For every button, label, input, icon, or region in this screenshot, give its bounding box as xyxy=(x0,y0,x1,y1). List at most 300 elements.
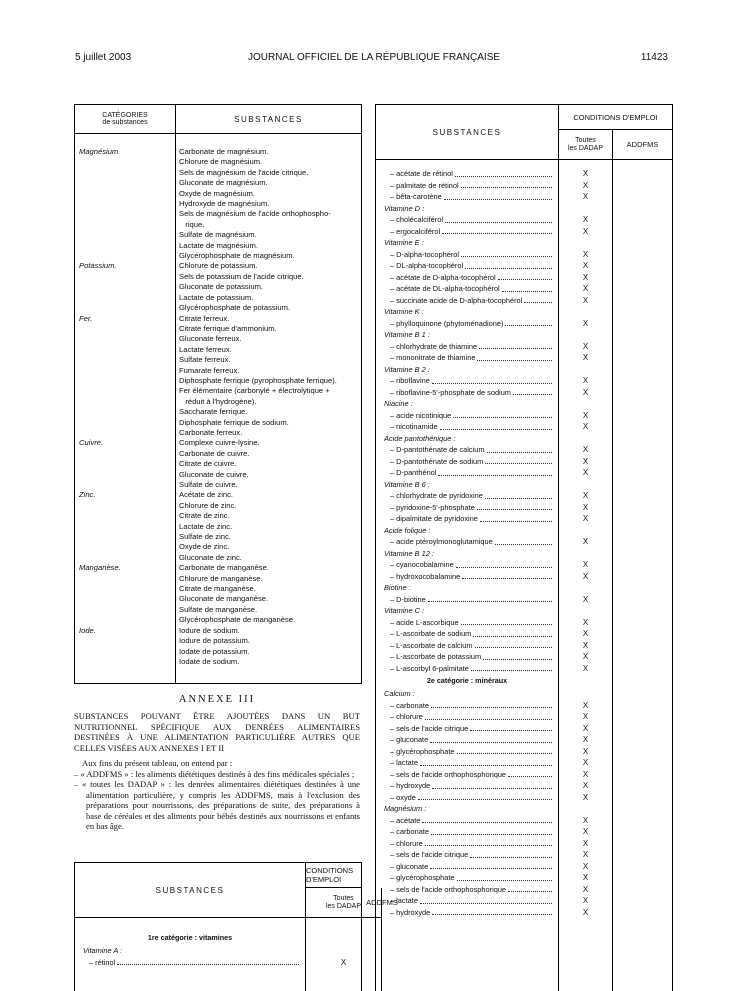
toutes-dadap-mark: X xyxy=(582,353,589,362)
dot-leader xyxy=(508,891,552,892)
substances-column-header: SUBSTANCES xyxy=(234,114,303,124)
categories-header-line2: de substances xyxy=(102,119,148,126)
substance-label: Vitamine D : xyxy=(384,203,425,213)
substance-label: – mononitrate de thiamine xyxy=(390,353,476,362)
toutes-dadap-mark: X xyxy=(582,192,589,201)
substance-label: Vitamine B 2 : xyxy=(384,364,430,374)
substance-row xyxy=(376,180,672,192)
substances-table-continued xyxy=(375,104,673,991)
substance-label: Niacine : xyxy=(384,399,413,408)
dot-leader xyxy=(480,521,552,522)
substance-row xyxy=(376,375,672,387)
substance-item: Citrate de cuivre. xyxy=(179,459,237,469)
toutes-dadap-mark: X xyxy=(582,249,589,259)
dot-leader xyxy=(442,233,552,234)
substance-row xyxy=(376,617,672,629)
dot-leader xyxy=(483,659,552,660)
dot-leader xyxy=(513,394,552,395)
substance-label: – L-ascorbyl 6-palmitate xyxy=(390,663,469,673)
toutes-dadap-mark: X xyxy=(582,769,589,779)
substance-item: Lactate de zinc. xyxy=(179,521,233,531)
categories-header-line1: CATÉGORIES xyxy=(102,112,148,119)
toutes-dadap-mark: X xyxy=(582,617,589,627)
annexe-definitions xyxy=(74,769,360,832)
substance-row xyxy=(376,490,672,502)
category-name: Potassium. xyxy=(79,261,117,271)
substance-row xyxy=(376,260,672,272)
substance-item: Sulfate ferreux. xyxy=(179,355,231,365)
substance-row xyxy=(376,226,672,238)
substance-row xyxy=(376,594,672,606)
substance-label: – acétate de rétinol xyxy=(390,169,453,178)
section-heading-row xyxy=(376,398,672,410)
dot-leader xyxy=(425,845,552,846)
substance-item: Acétate de zinc. xyxy=(179,490,234,500)
section-heading-row xyxy=(376,364,672,376)
substance-label: Biotine : xyxy=(384,583,411,592)
substance-label: – palmitate de rétinol xyxy=(390,180,459,190)
substance-row xyxy=(376,849,672,861)
substance-row xyxy=(376,513,672,525)
category-group xyxy=(75,490,361,563)
toutes-line1: Toutes xyxy=(575,136,596,144)
toutes-dadap-mark: X xyxy=(582,781,589,790)
substance-label: Vitamine B 12 : xyxy=(384,548,434,558)
substance-row xyxy=(376,711,672,723)
dot-leader xyxy=(117,964,299,965)
toutes-dadap-mark: X xyxy=(582,896,589,905)
substance-item: Sulfate de zinc. xyxy=(179,532,231,542)
toutes-dadap-mark: X xyxy=(582,410,589,420)
conditions-header: CONDITIONS D'EMPLOI xyxy=(559,105,672,130)
toutes-dadap-mark: X xyxy=(582,537,589,546)
substance-label: – sels de l'acide citrique xyxy=(390,850,469,859)
substance-row xyxy=(376,536,672,548)
dot-leader xyxy=(485,463,552,464)
substance-item: Sulfate de cuivre. xyxy=(179,480,238,489)
substance-item: Oxyde de magnésium. xyxy=(179,188,255,198)
substance-row xyxy=(376,628,672,640)
toutes-dadap-mark: X xyxy=(582,387,589,397)
substance-label: Vitamine C : xyxy=(384,606,425,615)
toutes-dadap-mark: X xyxy=(582,884,589,894)
dot-leader xyxy=(471,670,552,671)
dot-leader xyxy=(428,601,552,602)
substance-label: – sels de l'acide citrique xyxy=(390,723,469,733)
dot-leader xyxy=(461,256,552,257)
toutes-dadap-mark: X xyxy=(582,318,589,328)
conditions-header: CONDITIONS D'EMPLOI xyxy=(306,863,361,888)
substance-label: – D-biotine xyxy=(390,594,426,604)
substance-label: – chlorure xyxy=(390,838,423,848)
substance-label: Vitamine E : xyxy=(384,238,424,247)
substance-row xyxy=(376,700,672,712)
dot-leader xyxy=(470,857,552,858)
category-group xyxy=(75,626,361,668)
substance-label: – glycérophosphate xyxy=(390,746,455,756)
toutes-dadap-mark: X xyxy=(582,838,589,848)
substance-row xyxy=(376,421,672,433)
substance-label: – riboflavine-5'-phosphate de sodium xyxy=(390,387,511,397)
dot-leader xyxy=(431,834,552,835)
substance-label: – D-alpha-tocophérol xyxy=(390,249,460,259)
toutes-dadap-mark: X xyxy=(582,792,589,802)
substance-label: – rétinol xyxy=(89,957,116,967)
substance-row xyxy=(376,861,672,873)
substance-label: – gluconate xyxy=(390,861,429,871)
substance-label: 1re catégorie : vitamines xyxy=(147,933,233,942)
dot-leader xyxy=(502,291,552,292)
toutes-dadap-mark: X xyxy=(582,907,589,917)
annexe-title: ANNEXE III xyxy=(178,694,256,705)
substances-header: SUBSTANCES xyxy=(376,105,559,160)
toutes-dadap-mark: X xyxy=(582,746,589,756)
section-heading-row xyxy=(376,803,672,815)
section-heading-row xyxy=(376,329,672,341)
dot-leader xyxy=(453,417,552,418)
dot-leader xyxy=(422,822,552,823)
substance-row xyxy=(376,387,672,399)
substance-row xyxy=(376,341,672,353)
dot-leader xyxy=(462,578,552,579)
dot-leader xyxy=(418,799,552,800)
toutes-dadap-mark: X xyxy=(582,571,589,581)
category-group xyxy=(75,314,361,439)
substance-item: Citrate ferreux. xyxy=(179,313,230,323)
category-heading-row xyxy=(376,674,672,688)
substance-item: rique. xyxy=(179,219,205,229)
annexe-subtitle: SUBSTANCES POUVANT ÊTRE AJOUTÉES DANS UN BUT NUTRITIONNEL SPÉCIFIQUE AUX DENRÉES ALIMENTAIRES DESTINÉES À UNE ALIMENTATION PARTICULIÈRE AUTRES QUE CELLES VISÉES AUX ANNEXES I ET II xyxy=(74,711,360,753)
toutes-dadap-mark: X xyxy=(582,861,589,871)
toutes-dadap-mark: X xyxy=(582,723,589,733)
substance-item: Citrate de zinc. xyxy=(179,511,230,521)
toutes-dadap-mark: X xyxy=(582,491,589,500)
dot-leader xyxy=(477,360,552,361)
category-name: Zinc. xyxy=(79,490,96,500)
substance-item: Citrate de manganèse. xyxy=(179,584,256,594)
substance-item: Gluconate de cuivre. xyxy=(179,469,249,479)
substance-row xyxy=(376,884,672,896)
dot-leader xyxy=(425,719,552,720)
substance-item: Hydroxyde de magnésium. xyxy=(179,199,270,209)
substance-row xyxy=(376,352,672,364)
dot-leader xyxy=(505,325,552,326)
toutes-dadap-mark: X xyxy=(582,261,589,270)
substances-rows xyxy=(75,931,361,968)
substance-label: – ergocalciférol xyxy=(390,226,441,236)
substance-label: – lactate xyxy=(390,896,418,905)
toutes-line1: Toutes xyxy=(333,894,354,902)
substance-item: Citrate ferrique d'ammonium. xyxy=(179,323,277,333)
substance-label: – carbonate xyxy=(390,827,430,836)
section-heading-row xyxy=(75,945,361,957)
section-heading-row xyxy=(376,433,672,445)
toutes-dadap-header xyxy=(559,130,613,160)
dot-leader xyxy=(440,429,552,430)
substance-label: Acide folique : xyxy=(384,525,431,535)
substance-row xyxy=(376,571,672,583)
substance-label: – lactate xyxy=(390,758,418,767)
substance-row xyxy=(376,559,672,571)
substance-label: – gluconate xyxy=(390,735,429,744)
section-heading-row xyxy=(376,237,672,249)
substance-row xyxy=(376,838,672,850)
substance-label: 2e catégorie : minéraux xyxy=(426,676,508,685)
substance-label: – sels de l'acide orthophosphorique xyxy=(390,884,507,894)
substance-item: Fer élémentaire (carbonylé + électrolytique + xyxy=(179,386,330,396)
substance-item: Sulfate de manganèse. xyxy=(179,604,258,614)
section-heading-row xyxy=(376,548,672,560)
substance-row xyxy=(376,826,672,838)
substance-item: Gluconate de manganèse. xyxy=(179,594,269,604)
substance-item: Diphosphate ferrique (pyrophosphate ferrique). xyxy=(179,375,337,385)
dot-leader xyxy=(473,636,552,637)
substance-row xyxy=(376,746,672,758)
category-group xyxy=(75,563,361,625)
substance-row xyxy=(376,456,672,468)
substance-label: – oxyde xyxy=(390,792,416,802)
substance-row xyxy=(376,295,672,307)
substance-item: Iodate de potassium. xyxy=(179,646,250,656)
addfms-header: ADDFMS xyxy=(613,130,672,160)
substance-item: Carbonate ferreux. xyxy=(179,427,243,437)
substance-item: Iodure de potassium. xyxy=(179,636,250,646)
substance-label: – cholécalciférol xyxy=(390,215,443,224)
category-group xyxy=(75,147,361,261)
dot-leader xyxy=(470,730,552,731)
dot-leader xyxy=(487,452,552,453)
substance-label: – acide nicotinique xyxy=(390,410,452,420)
substance-row xyxy=(376,502,672,514)
section-heading-row xyxy=(376,525,672,537)
substance-label: – hydroxyde xyxy=(390,781,431,790)
dot-leader xyxy=(420,765,552,766)
toutes-dadap-mark: X xyxy=(582,169,589,178)
substance-label: Vitamine A : xyxy=(83,946,123,955)
definition-dadap: – « toutes les DADAP » : les denrées alimentaires diététiques destinées à une alimentation particulière, y compris les ADDFMS, mais à l'exclusion des préparations pour nourrissons, des préparations de suite, des préparations à base de céréales et des aliments pour bébés destinés aux nourrissons et enfants en bas âge. xyxy=(74,779,360,831)
substance-item: Glycérophosphate de potassium. xyxy=(179,303,291,313)
substance-item: Gluconate de potassium. xyxy=(179,282,264,292)
substance-label: – chlorhydrate de pyridoxine xyxy=(390,491,483,500)
substance-item: Chlorure de zinc. xyxy=(179,500,237,510)
substance-label: Vitamine K : xyxy=(384,307,424,316)
toutes-dadap-mark: X xyxy=(582,272,589,282)
toutes-dadap-mark: X xyxy=(582,376,589,385)
substance-label: – phylloquinone (phytoménadione) xyxy=(390,318,504,328)
substance-row xyxy=(376,895,672,907)
substance-row xyxy=(376,168,672,180)
toutes-line2: les DADAP xyxy=(567,144,603,152)
substance-label: – D-panthénol xyxy=(390,468,437,477)
header-date: 5 juillet 2003 xyxy=(75,52,132,63)
category-name: Cuivre. xyxy=(79,438,104,448)
header-title: JOURNAL OFFICIEL DE LA RÉPUBLIQUE FRANÇAISE xyxy=(247,52,501,63)
categories-table xyxy=(74,104,362,684)
substance-label: – D-pantothénate de sodium xyxy=(390,456,484,466)
toutes-line2: les DADAP xyxy=(325,902,361,910)
substance-label: – L-ascorbate de potassium xyxy=(390,652,482,661)
substance-item: Carbonate de magnésium. xyxy=(179,147,269,156)
substance-item: Iodure de sodium. xyxy=(179,625,240,635)
substance-row xyxy=(376,663,672,675)
substance-row xyxy=(376,318,672,330)
toutes-dadap-mark: X xyxy=(582,594,589,604)
substance-label: – dipalmitate de pyridoxine xyxy=(390,514,478,523)
substance-row xyxy=(376,651,672,663)
substance-label: Magnésium : xyxy=(384,804,427,813)
substance-row xyxy=(376,467,672,479)
dot-leader xyxy=(432,788,552,789)
toutes-dadap-mark: X xyxy=(582,445,589,454)
annexe-intro: Aux fins du présent tableau, on entend par : xyxy=(82,758,233,768)
substance-item: Glycérophosphate de manganèse. xyxy=(179,615,296,625)
substance-label: – nicotinamide xyxy=(390,422,438,431)
dot-leader xyxy=(432,914,552,915)
substance-row xyxy=(376,815,672,827)
dot-leader xyxy=(475,647,552,648)
dot-leader xyxy=(455,176,552,177)
substance-item: Lactate de potassium. xyxy=(179,292,254,302)
substance-label: – carbonate xyxy=(390,700,430,710)
category-group xyxy=(75,261,361,313)
substance-item: Lactate ferreux. xyxy=(179,344,232,354)
toutes-dadap-mark: X xyxy=(582,873,589,882)
substance-item: Oxyde de zinc. xyxy=(179,542,230,552)
toutes-dadap-mark: X xyxy=(340,957,347,967)
substance-item: Chlorure de potassium. xyxy=(179,261,258,271)
substance-row xyxy=(376,272,672,284)
substance-row xyxy=(376,191,672,203)
toutes-dadap-mark: X xyxy=(582,560,589,569)
substance-label: – hydroxyde xyxy=(390,907,431,917)
dot-leader xyxy=(479,348,552,349)
toutes-dadap-mark: X xyxy=(582,284,589,293)
substance-label: – bêta-carotène xyxy=(390,192,442,201)
toutes-dadap-mark: X xyxy=(582,663,589,673)
categories-table-header xyxy=(75,105,361,134)
dot-leader xyxy=(456,567,552,568)
substance-row xyxy=(376,640,672,652)
substance-label: Vitamine B 6 : xyxy=(384,479,430,489)
toutes-dadap-mark: X xyxy=(582,652,589,661)
toutes-dadap-mark: X xyxy=(582,468,589,477)
dot-leader xyxy=(420,903,552,904)
section-heading-row xyxy=(376,688,672,700)
substance-label: – sels de l'acide orthophosphorique xyxy=(390,769,507,779)
substance-item: Diphosphate ferrique de sodium. xyxy=(179,417,289,427)
toutes-dadap-mark: X xyxy=(582,226,589,236)
toutes-dadap-mark: X xyxy=(582,514,589,523)
substance-row xyxy=(376,723,672,735)
substance-label: – hydroxocobalamine xyxy=(390,571,461,581)
substance-label: – riboflavine xyxy=(390,376,430,385)
substance-item: Carbonate de manganèse. xyxy=(179,563,269,573)
substance-label: Acide pantothénique : xyxy=(384,433,456,443)
section-heading-row xyxy=(376,479,672,491)
substances-table-start: SUBSTANCES CONDITIONS D'EMPLOI Toutes les DADAP ADDFMS 1re catégorie : vitamines Vitamine A : – rétinol X xyxy=(74,862,362,991)
toutes-dadap-mark: X xyxy=(582,629,589,638)
toutes-dadap-mark: X xyxy=(582,640,589,650)
substance-label: – cyanocobalamine xyxy=(390,560,454,569)
substance-item: Saccharate ferrique. xyxy=(179,407,248,417)
dot-leader xyxy=(461,624,552,625)
substance-row xyxy=(376,780,672,792)
substance-row xyxy=(376,444,672,456)
substance-label: – succinate acide de D-alpha-tocophérol xyxy=(390,295,523,305)
dot-leader xyxy=(457,753,552,754)
categories-table-body xyxy=(75,147,361,667)
dot-leader xyxy=(498,279,552,280)
substance-row xyxy=(376,734,672,746)
toutes-dadap-mark: X xyxy=(582,758,589,767)
page-number: 11423 xyxy=(640,52,668,63)
definition-addfms: – « ADDFMS » : les aliments diététiques destinés à des fins médicales spéciales ; xyxy=(74,768,355,779)
substances-rows xyxy=(376,168,672,918)
substance-row xyxy=(376,283,672,295)
substance-item: Glycérophosphate de magnésium. xyxy=(179,251,295,261)
toutes-dadap-mark: X xyxy=(582,180,589,190)
substance-label: – acide L-ascorbique xyxy=(390,617,459,627)
toutes-dadap-mark: X xyxy=(582,700,589,710)
substance-label: – acétate de D-alpha-tocophérol xyxy=(390,272,496,282)
category-heading-row xyxy=(75,931,361,945)
substance-item: Sels de potassium de l'acide citrique. xyxy=(179,271,304,281)
category-name: Iode. xyxy=(79,625,96,635)
substance-item: Complexe cuivre-lysine. xyxy=(179,438,260,448)
substance-row xyxy=(75,957,361,969)
substance-label: – acide ptéroylmonoglutamique xyxy=(390,537,493,546)
toutes-dadap-mark: X xyxy=(582,215,589,224)
substance-item: Iodate de sodium. xyxy=(179,656,240,666)
annexe-section xyxy=(74,694,360,832)
substance-item: Gluconate ferreux. xyxy=(179,334,242,344)
substance-item: Sels de magnésium de l'acide citrique. xyxy=(179,167,309,177)
substance-label: – glycérophosphate xyxy=(390,873,455,882)
dot-leader xyxy=(430,742,552,743)
substance-label: – D-pantothénate de calcium xyxy=(390,445,485,454)
substances-header: SUBSTANCES xyxy=(75,863,306,918)
dot-leader xyxy=(430,868,552,869)
substance-label: – acétate de DL-alpha-tocophérol xyxy=(390,284,500,293)
dot-leader xyxy=(508,776,552,777)
dot-leader xyxy=(461,187,552,188)
dot-leader xyxy=(432,383,552,384)
dot-leader xyxy=(431,707,552,708)
substance-label: – acétate xyxy=(390,815,421,825)
dot-leader xyxy=(438,475,552,476)
substance-row xyxy=(376,769,672,781)
category-group xyxy=(75,438,361,490)
toutes-dadap-mark: X xyxy=(582,827,589,836)
dot-leader xyxy=(444,199,552,200)
toutes-dadap-mark: X xyxy=(582,341,589,351)
dot-leader xyxy=(495,544,552,545)
section-heading-row xyxy=(376,306,672,318)
substance-row xyxy=(376,410,672,422)
substance-item: Gluconate de magnésium. xyxy=(179,178,268,188)
substance-label: – pyridoxine-5'-phosphate xyxy=(390,502,475,512)
section-heading-row xyxy=(376,582,672,594)
section-heading-row xyxy=(376,605,672,617)
substance-row xyxy=(376,792,672,804)
substance-item: Gluconate de zinc. xyxy=(179,552,242,562)
toutes-dadap-mark: X xyxy=(582,735,589,744)
substance-row xyxy=(376,214,672,226)
dot-leader xyxy=(465,268,552,269)
substance-item: Sels de magnésium de l'acide orthophospho- xyxy=(179,209,331,219)
substance-row xyxy=(376,907,672,919)
categories-column-header xyxy=(75,105,176,133)
